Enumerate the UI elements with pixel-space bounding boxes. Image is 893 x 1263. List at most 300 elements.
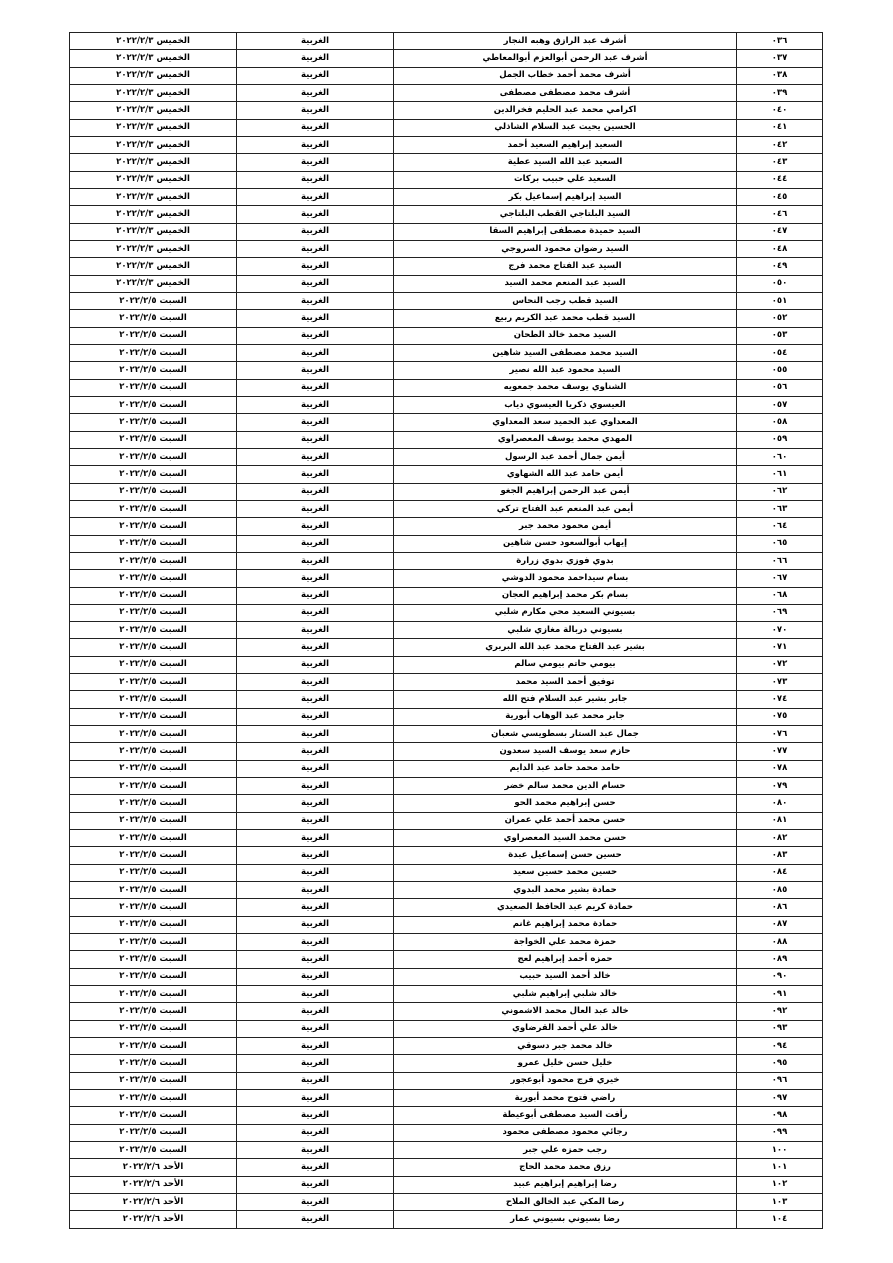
governorate-cell: الغربية [237, 708, 394, 725]
serial-number-cell: ٠٦٣ [737, 500, 823, 517]
name-cell: بدوي فوزي بدوي زرارة [394, 552, 737, 569]
governorate-cell: الغربية [237, 674, 394, 691]
date-cell: الأحد ٢٠٢٢/٢/٦ [70, 1211, 237, 1228]
date-cell: السبت ٢٠٢٢/٢/٥ [70, 310, 237, 327]
governorate-cell: الغربية [237, 760, 394, 777]
serial-number-cell: ٠٣٦ [737, 33, 823, 50]
date-cell: السبت ٢٠٢٢/٢/٥ [70, 864, 237, 881]
table-row [70, 1055, 823, 1072]
serial-number-cell: ٠٦٨ [737, 587, 823, 604]
name-cell: جمال عبد الستار بسطويسي شعبان [394, 726, 737, 743]
date-cell: الخميس ٢٠٢٢/٢/٣ [70, 240, 237, 257]
serial-number-cell: ٠٣٨ [737, 67, 823, 84]
serial-number-cell: ٠٨٠ [737, 795, 823, 812]
table-row [70, 1159, 823, 1176]
name-cell: جابر محمد عبد الوهاب أبورية [394, 708, 737, 725]
governorate-cell: الغربية [237, 240, 394, 257]
governorate-cell: الغربية [237, 986, 394, 1003]
serial-number-cell: ٠٨٦ [737, 899, 823, 916]
serial-number-cell: ٠٩٣ [737, 1020, 823, 1037]
governorate-cell: الغربية [237, 1072, 394, 1089]
date-cell: السبت ٢٠٢٢/٢/٥ [70, 483, 237, 500]
name-cell: خالد عبد العال محمد الاشموني [394, 1003, 737, 1020]
serial-number-cell: ٠٩٨ [737, 1107, 823, 1124]
table-row [70, 310, 823, 327]
date-cell: السبت ٢٠٢٢/٢/٥ [70, 292, 237, 309]
table-row [70, 812, 823, 829]
name-cell: أشرف عبد الرازق وهبه النجار [394, 33, 737, 50]
date-cell: السبت ٢٠٢٢/٢/٥ [70, 414, 237, 431]
date-cell: الخميس ٢٠٢٢/٢/٣ [70, 258, 237, 275]
name-cell: حمادة بشير محمد البدوي [394, 882, 737, 899]
governorate-cell: الغربية [237, 830, 394, 847]
governorate-cell: الغربية [237, 812, 394, 829]
governorate-cell: الغربية [237, 587, 394, 604]
serial-number-cell: ٠٤٦ [737, 206, 823, 223]
governorate-cell: الغربية [237, 518, 394, 535]
serial-number-cell: ٠٧٥ [737, 708, 823, 725]
name-cell: العيسوي ذكريا العيسوي دياب [394, 396, 737, 413]
date-cell: السبت ٢٠٢٢/٢/٥ [70, 570, 237, 587]
governorate-cell: الغربية [237, 84, 394, 101]
serial-number-cell: ١٠٣ [737, 1193, 823, 1210]
serial-number-cell: ١٠٤ [737, 1211, 823, 1228]
table-row [70, 882, 823, 899]
name-cell: حسين محمد حسين سعيد [394, 864, 737, 881]
date-cell: السبت ٢٠٢٢/٢/٥ [70, 396, 237, 413]
table-row [70, 362, 823, 379]
records-table-body [70, 33, 823, 1229]
date-cell: الخميس ٢٠٢٢/٢/٣ [70, 84, 237, 101]
table-row [70, 570, 823, 587]
serial-number-cell: ٠٩٩ [737, 1124, 823, 1141]
table-row [70, 136, 823, 153]
serial-number-cell: ٠٩٦ [737, 1072, 823, 1089]
table-row [70, 674, 823, 691]
governorate-cell: الغربية [237, 570, 394, 587]
table-row [70, 33, 823, 50]
governorate-cell: الغربية [237, 1176, 394, 1193]
table-row [70, 864, 823, 881]
serial-number-cell: ١٠٠ [737, 1142, 823, 1159]
table-row [70, 1038, 823, 1055]
table-row [70, 50, 823, 67]
date-cell: السبت ٢٠٢٢/٢/٥ [70, 552, 237, 569]
serial-number-cell: ٠٤٧ [737, 223, 823, 240]
table-row [70, 760, 823, 777]
governorate-cell: الغربية [237, 275, 394, 292]
name-cell: أيمن عبد الرحمن إبراهيم الجغو [394, 483, 737, 500]
name-cell: خالد محمد جبر دسوقي [394, 1038, 737, 1055]
serial-number-cell: ٠٩١ [737, 986, 823, 1003]
name-cell: بسيوني السعيد محي مكارم شلبي [394, 604, 737, 621]
date-cell: السبت ٢٠٢٢/٢/٥ [70, 795, 237, 812]
table-row [70, 188, 823, 205]
table-row [70, 587, 823, 604]
table-row [70, 431, 823, 448]
governorate-cell: الغربية [237, 968, 394, 985]
serial-number-cell: ٠٧٨ [737, 760, 823, 777]
table-row [70, 240, 823, 257]
name-cell: راضي فتوح محمد أبورية [394, 1090, 737, 1107]
date-cell: السبت ٢٠٢٢/٢/٥ [70, 639, 237, 656]
governorate-cell: الغربية [237, 431, 394, 448]
table-row [70, 622, 823, 639]
table-row [70, 778, 823, 795]
governorate-cell: الغربية [237, 951, 394, 968]
name-cell: حسن إبراهيم محمد الحو [394, 795, 737, 812]
serial-number-cell: ٠٨٨ [737, 934, 823, 951]
date-cell: السبت ٢٠٢٢/٢/٥ [70, 379, 237, 396]
governorate-cell: الغربية [237, 691, 394, 708]
governorate-cell: الغربية [237, 743, 394, 760]
table-row [70, 1072, 823, 1089]
name-cell: الحسين يحيت عبد السلام الشاذلي [394, 119, 737, 136]
name-cell: السيد قطب محمد عبد الكريم ربيع [394, 310, 737, 327]
serial-number-cell: ٠٦٩ [737, 604, 823, 621]
serial-number-cell: ٠٥٧ [737, 396, 823, 413]
governorate-cell: الغربية [237, 223, 394, 240]
governorate-cell: الغربية [237, 396, 394, 413]
name-cell: خالد علي أحمد القرضاوي [394, 1020, 737, 1037]
name-cell: خيري فرج محمود أبوعجور [394, 1072, 737, 1089]
date-cell: السبت ٢٠٢٢/٢/٥ [70, 587, 237, 604]
serial-number-cell: ٠٨٧ [737, 916, 823, 933]
governorate-cell: الغربية [237, 864, 394, 881]
table-row [70, 119, 823, 136]
name-cell: رجائي محمود مصطفى محمود [394, 1124, 737, 1141]
table-row [70, 1124, 823, 1141]
name-cell: حامد محمد حامد عبد الدايم [394, 760, 737, 777]
serial-number-cell: ٠٨٥ [737, 882, 823, 899]
governorate-cell: الغربية [237, 171, 394, 188]
serial-number-cell: ٠٩٥ [737, 1055, 823, 1072]
name-cell: حمادة محمد إبراهيم غانم [394, 916, 737, 933]
governorate-cell: الغربية [237, 119, 394, 136]
table-row [70, 986, 823, 1003]
name-cell: السيد حميدة مصطفى إبراهيم السقا [394, 223, 737, 240]
table-row [70, 552, 823, 569]
table-row [70, 483, 823, 500]
name-cell: رضا بسيوني بسيوني عمار [394, 1211, 737, 1228]
table-row [70, 275, 823, 292]
serial-number-cell: ٠٨٤ [737, 864, 823, 881]
name-cell: المعداوي عبد الحميد سعد المعداوي [394, 414, 737, 431]
date-cell: السبت ٢٠٢٢/٢/٥ [70, 812, 237, 829]
name-cell: السيد عبد المنعم محمد السيد [394, 275, 737, 292]
date-cell: السبت ٢٠٢٢/٢/٥ [70, 500, 237, 517]
serial-number-cell: ٠٦٥ [737, 535, 823, 552]
governorate-cell: الغربية [237, 414, 394, 431]
table-row [70, 518, 823, 535]
governorate-cell: الغربية [237, 1055, 394, 1072]
date-cell: السبت ٢٠٢٢/٢/٥ [70, 674, 237, 691]
date-cell: السبت ٢٠٢٢/٢/٥ [70, 1072, 237, 1089]
name-cell: السيد إبراهيم إسماعيل بكر [394, 188, 737, 205]
governorate-cell: الغربية [237, 1020, 394, 1037]
name-cell: حمزة محمد علي الخواجة [394, 934, 737, 951]
date-cell: السبت ٢٠٢٢/٢/٥ [70, 1124, 237, 1141]
serial-number-cell: ١٠١ [737, 1159, 823, 1176]
governorate-cell: الغربية [237, 466, 394, 483]
date-cell: الخميس ٢٠٢٢/٢/٣ [70, 102, 237, 119]
serial-number-cell: ٠٦٤ [737, 518, 823, 535]
governorate-cell: الغربية [237, 50, 394, 67]
table-row [70, 830, 823, 847]
serial-number-cell: ٠٤٤ [737, 171, 823, 188]
governorate-cell: الغربية [237, 448, 394, 465]
date-cell: الخميس ٢٠٢٢/٢/٣ [70, 188, 237, 205]
governorate-cell: الغربية [237, 1090, 394, 1107]
table-row [70, 67, 823, 84]
governorate-cell: الغربية [237, 310, 394, 327]
serial-number-cell: ٠٩٤ [737, 1038, 823, 1055]
name-cell: بسيوني دربالة مغازي شلبي [394, 622, 737, 639]
table-row [70, 1020, 823, 1037]
date-cell: الخميس ٢٠٢٢/٢/٣ [70, 33, 237, 50]
serial-number-cell: ٠٦١ [737, 466, 823, 483]
name-cell: رجب حمزه علي جبر [394, 1142, 737, 1159]
date-cell: السبت ٢٠٢٢/٢/٥ [70, 656, 237, 673]
date-cell: السبت ٢٠٢٢/٢/٥ [70, 986, 237, 1003]
governorate-cell: الغربية [237, 1142, 394, 1159]
governorate-cell: الغربية [237, 639, 394, 656]
governorate-cell: الغربية [237, 500, 394, 517]
serial-number-cell: ٠٧٧ [737, 743, 823, 760]
name-cell: السعيد علي حبيب بركات [394, 171, 737, 188]
serial-number-cell: ٠٧٩ [737, 778, 823, 795]
table-row [70, 726, 823, 743]
date-cell: السبت ٢٠٢٢/٢/٥ [70, 691, 237, 708]
date-cell: السبت ٢٠٢٢/٢/٥ [70, 1142, 237, 1159]
name-cell: رضا إبراهيم إبراهيم عبيد [394, 1176, 737, 1193]
table-row [70, 223, 823, 240]
governorate-cell: الغربية [237, 206, 394, 223]
table-row [70, 1176, 823, 1193]
date-cell: السبت ٢٠٢٢/٢/٥ [70, 1020, 237, 1037]
date-cell: السبت ٢٠٢٢/٢/٥ [70, 1090, 237, 1107]
table-row [70, 639, 823, 656]
table-row [70, 916, 823, 933]
governorate-cell: الغربية [237, 102, 394, 119]
name-cell: رزق محمد محمد الحاج [394, 1159, 737, 1176]
serial-number-cell: ٠٦٠ [737, 448, 823, 465]
date-cell: الخميس ٢٠٢٢/٢/٣ [70, 154, 237, 171]
table-row [70, 951, 823, 968]
table-row [70, 1003, 823, 1020]
name-cell: جابر بشير عبد السلام فتح الله [394, 691, 737, 708]
serial-number-cell: ٠٤٠ [737, 102, 823, 119]
date-cell: السبت ٢٠٢٢/٢/٥ [70, 362, 237, 379]
name-cell: بسام بكر محمد إبراهيم العجان [394, 587, 737, 604]
date-cell: السبت ٢٠٢٢/٢/٥ [70, 968, 237, 985]
governorate-cell: الغربية [237, 535, 394, 552]
date-cell: الأحد ٢٠٢٢/٢/٦ [70, 1193, 237, 1210]
name-cell: بسام سيداحمد محمود الدوشي [394, 570, 737, 587]
serial-number-cell: ٠٤٩ [737, 258, 823, 275]
document-page [69, 32, 822, 1229]
table-row [70, 656, 823, 673]
date-cell: السبت ٢٠٢٢/٢/٥ [70, 448, 237, 465]
date-cell: الخميس ٢٠٢٢/٢/٣ [70, 50, 237, 67]
governorate-cell: الغربية [237, 154, 394, 171]
name-cell: السيد محمود عبد الله نصير [394, 362, 737, 379]
table-row [70, 847, 823, 864]
name-cell: حسن محمد السيد المعصراوي [394, 830, 737, 847]
serial-number-cell: ٠٨١ [737, 812, 823, 829]
table-row [70, 448, 823, 465]
date-cell: السبت ٢٠٢٢/٢/٥ [70, 1038, 237, 1055]
name-cell: خالد شلبي إبراهيم شلبي [394, 986, 737, 1003]
name-cell: السيد البلتاجي القطب البلتاجي [394, 206, 737, 223]
date-cell: الخميس ٢٠٢٢/٢/٣ [70, 119, 237, 136]
name-cell: توفيق أحمد السيد محمد [394, 674, 737, 691]
governorate-cell: الغربية [237, 1193, 394, 1210]
date-cell: الخميس ٢٠٢٢/٢/٣ [70, 206, 237, 223]
governorate-cell: الغربية [237, 33, 394, 50]
serial-number-cell: ٠٧٤ [737, 691, 823, 708]
governorate-cell: الغربية [237, 379, 394, 396]
table-row [70, 414, 823, 431]
name-cell: السيد محمد خالد الطحان [394, 327, 737, 344]
name-cell: رأفت السيد مصطفى أبوعيطة [394, 1107, 737, 1124]
governorate-cell: الغربية [237, 1107, 394, 1124]
name-cell: أيمن عبد المنعم عبد الفتاح تركي [394, 500, 737, 517]
serial-number-cell: ٠٤٨ [737, 240, 823, 257]
governorate-cell: الغربية [237, 622, 394, 639]
date-cell: السبت ٢٠٢٢/٢/٥ [70, 951, 237, 968]
name-cell: حسام الدين محمد سالم خضر [394, 778, 737, 795]
serial-number-cell: ٠٨٢ [737, 830, 823, 847]
serial-number-cell: ٠٥٥ [737, 362, 823, 379]
date-cell: السبت ٢٠٢٢/٢/٥ [70, 760, 237, 777]
serial-number-cell: ١٠٢ [737, 1176, 823, 1193]
governorate-cell: الغربية [237, 67, 394, 84]
name-cell: السعيد إبراهيم السعيد أحمد [394, 136, 737, 153]
date-cell: الخميس ٢٠٢٢/٢/٣ [70, 223, 237, 240]
table-row [70, 327, 823, 344]
table-row [70, 379, 823, 396]
date-cell: السبت ٢٠٢٢/٢/٥ [70, 899, 237, 916]
serial-number-cell: ٠٥٢ [737, 310, 823, 327]
serial-number-cell: ٠٤٣ [737, 154, 823, 171]
serial-number-cell: ٠٣٧ [737, 50, 823, 67]
table-row [70, 466, 823, 483]
table-row [70, 1107, 823, 1124]
name-cell: السيد قطب رجب النحاس [394, 292, 737, 309]
governorate-cell: الغربية [237, 552, 394, 569]
governorate-cell: الغربية [237, 656, 394, 673]
table-row [70, 500, 823, 517]
date-cell: الخميس ٢٠٢٢/٢/٣ [70, 275, 237, 292]
name-cell: السيد عبد الفتاح محمد فرج [394, 258, 737, 275]
date-cell: الخميس ٢٠٢٢/٢/٣ [70, 171, 237, 188]
table-row [70, 899, 823, 916]
serial-number-cell: ٠٩٧ [737, 1090, 823, 1107]
table-row [70, 396, 823, 413]
serial-number-cell: ٠٥٦ [737, 379, 823, 396]
table-row [70, 1142, 823, 1159]
name-cell: حسن محمد أحمد علي عمران [394, 812, 737, 829]
table-row [70, 743, 823, 760]
governorate-cell: الغربية [237, 916, 394, 933]
name-cell: أيمن حامد عبد الله الشهاوي [394, 466, 737, 483]
table-row [70, 206, 823, 223]
serial-number-cell: ٠٤٢ [737, 136, 823, 153]
table-row [70, 292, 823, 309]
serial-number-cell: ٠٨٣ [737, 847, 823, 864]
date-cell: السبت ٢٠٢٢/٢/٥ [70, 1107, 237, 1124]
serial-number-cell: ٠٥١ [737, 292, 823, 309]
name-cell: حازم سعد يوسف السيد سعدون [394, 743, 737, 760]
date-cell: السبت ٢٠٢٢/٢/٥ [70, 1055, 237, 1072]
governorate-cell: الغربية [237, 882, 394, 899]
name-cell: اكرامي محمد عبد الحليم فخرالدين [394, 102, 737, 119]
governorate-cell: الغربية [237, 258, 394, 275]
governorate-cell: الغربية [237, 327, 394, 344]
name-cell: أشرف محمد أحمد خطاب الجمل [394, 67, 737, 84]
name-cell: إيهاب أبوالسعود حسن شاهين [394, 535, 737, 552]
governorate-cell: الغربية [237, 604, 394, 621]
governorate-cell: الغربية [237, 1159, 394, 1176]
serial-number-cell: ٠٩٢ [737, 1003, 823, 1020]
serial-number-cell: ٠٩٠ [737, 968, 823, 985]
table-row [70, 968, 823, 985]
serial-number-cell: ٠٦٢ [737, 483, 823, 500]
name-cell: السيد محمد مصطفى السيد شاهين [394, 344, 737, 361]
name-cell: حسين حسن إسماعيل عبدة [394, 847, 737, 864]
governorate-cell: الغربية [237, 934, 394, 951]
governorate-cell: الغربية [237, 344, 394, 361]
serial-number-cell: ٠٥٩ [737, 431, 823, 448]
date-cell: السبت ٢٠٢٢/٢/٥ [70, 327, 237, 344]
date-cell: الخميس ٢٠٢٢/٢/٣ [70, 136, 237, 153]
date-cell: السبت ٢٠٢٢/٢/٥ [70, 604, 237, 621]
date-cell: الأحد ٢٠٢٢/٢/٦ [70, 1159, 237, 1176]
serial-number-cell: ٠٥٠ [737, 275, 823, 292]
date-cell: السبت ٢٠٢٢/٢/٥ [70, 743, 237, 760]
table-row [70, 795, 823, 812]
name-cell: خليل حسن خليل عمرو [394, 1055, 737, 1072]
name-cell: أيمن محمود محمد جبر [394, 518, 737, 535]
name-cell: حمادة كريم عبد الحافظ الصعيدي [394, 899, 737, 916]
serial-number-cell: ٠٧١ [737, 639, 823, 656]
name-cell: السعيد عبد الله السيد عطية [394, 154, 737, 171]
governorate-cell: الغربية [237, 778, 394, 795]
table-row [70, 934, 823, 951]
name-cell: أشرف عبد الرحمن أبوالعزم أبوالمعاطي [394, 50, 737, 67]
governorate-cell: الغربية [237, 726, 394, 743]
table-row [70, 1211, 823, 1228]
name-cell: بشير عبد الفتاح محمد عبد الله البربري [394, 639, 737, 656]
name-cell: أيمن جمال أحمد عبد الرسول [394, 448, 737, 465]
serial-number-cell: ٠٦٧ [737, 570, 823, 587]
date-cell: السبت ٢٠٢٢/٢/٥ [70, 847, 237, 864]
governorate-cell: الغربية [237, 292, 394, 309]
governorate-cell: الغربية [237, 362, 394, 379]
serial-number-cell: ٠٨٩ [737, 951, 823, 968]
date-cell: السبت ٢٠٢٢/٢/٥ [70, 726, 237, 743]
date-cell: السبت ٢٠٢٢/٢/٥ [70, 466, 237, 483]
governorate-cell: الغربية [237, 795, 394, 812]
governorate-cell: الغربية [237, 899, 394, 916]
name-cell: المهدي محمد يوسف المعصراوي [394, 431, 737, 448]
governorate-cell: الغربية [237, 188, 394, 205]
date-cell: السبت ٢٠٢٢/٢/٥ [70, 830, 237, 847]
table-row [70, 535, 823, 552]
table-row [70, 102, 823, 119]
name-cell: بيومي حاتم بيومي سالم [394, 656, 737, 673]
